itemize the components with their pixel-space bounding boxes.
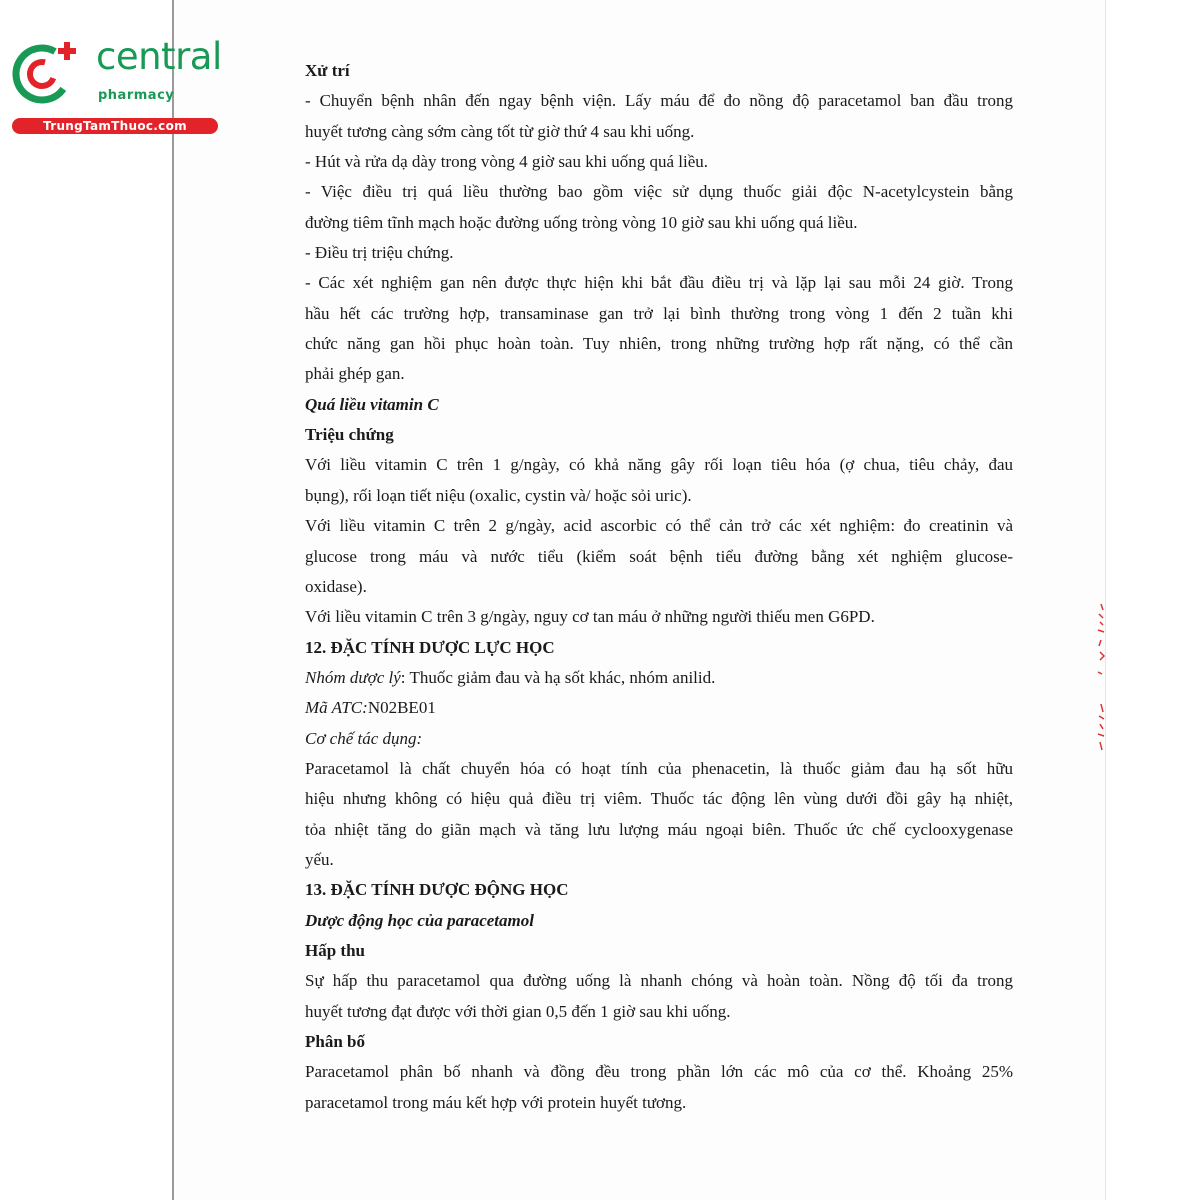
text-line: paracetamol trong máu kết hợp với protein huyết tương. [305,1092,687,1112]
text-line: - Việc điều trị quá liều thường bao gồm việc sử dụng thuốc giải độc N-acetylcystein bằng [305,182,1013,202]
text-line: tỏa nhiệt tăng do giãn mạch và tăng lưu lượng máu ngoại biên. Thuốc ức chế cyclooxygenase [305,819,1013,839]
page-edge-left [172,0,174,1200]
pharmacologic-group-line [305,663,1013,693]
section-title-13: 13. ĐẶC TÍNH DƯỢC ĐỘNG HỌC [305,880,569,900]
mechanism-label: Cơ chế tác dụng: [305,728,423,748]
atc-value: N02BE01 [367,698,436,718]
text-line: - Hút và rửa dạ dày trong vòng 4 giờ sau khi uống quá liều. [305,152,708,172]
section-title-xu-tri: Xử trí [305,61,350,80]
central-pharmacy-logo[interactable] [10,35,222,136]
text-line: - Các xét nghiệm gan nên được thực hiện khi bắt đầu điều trị và lặp lại sau mỗi 24 giờ. Trong [305,273,1013,293]
text-line: Với liều vitamin C trên 1 g/ngày, có khả năng gây rối loạn tiêu hóa (ợ chua, tiêu chảy, đau [305,455,1013,475]
text-line: chức năng gan hồi phục hoàn toàn. Tuy nhiên, trong những trường hợp rất nặng, có thể cần [305,334,1013,354]
brand-name: central [96,35,222,78]
text-line: huyết tương càng sớm càng tốt từ giờ thứ 4 sau khi uống. [305,121,695,141]
text-line: Với liều vitamin C trên 3 g/ngày, nguy cơ tan máu ở những người thiếu men G6PD. [305,607,875,627]
section-title-vitamin-c-overdose: Quá liều vitamin C [305,394,439,414]
text-line: oxidase). [305,576,367,596]
text-line: huyết tương đạt được với thời gian 0,5 đến 1 giờ sau khi uống. [305,1001,731,1021]
text-line: phải ghép gan. [305,364,405,384]
text-line: Sự hấp thu paracetamol qua đường uống là nhanh chóng và hoàn toàn. Nồng độ tối đa trong [305,971,1013,991]
atc-code-line [305,693,1013,723]
text-line: hiệu nhưng không có hiệu quả điều trị viêm. Thuốc tác động lên vùng dưới đồi gây hạ nhiệt, [305,789,1013,809]
red-stamp-marks [1092,600,1110,760]
subsection-title-pk: Dược động học của paracetamol [305,910,534,930]
section-title-trieu-chung: Triệu chứng [305,425,394,445]
text-line: - Điều trị triệu chứng. [305,243,454,263]
subsection-title-hap-thu: Hấp thu [305,940,365,960]
text-line: Với liều vitamin C trên 2 g/ngày, acid ascorbic có thể cản trở các xét nghiệm: đo creatinin và [305,516,1013,536]
document-body [305,56,1013,1118]
atc-label: Mã ATC: [305,698,368,718]
text-line: hầu hết các trường hợp, transaminase gan trở lại bình thường trong vòng 1 đến 2 tuần khi [305,303,1013,323]
text-line: bụng), rối loạn tiết niệu (oxalic, cystin và/ hoặc sỏi uric). [305,485,692,505]
section-title-12: 12. ĐẶC TÍNH DƯỢC LỰC HỌC [305,637,555,657]
text-line: Paracetamol phân bố nhanh và đồng đều trong phần lớn các mô của cơ thể. Khoảng 25% [305,1062,1013,1082]
pharmacy-cross-logo-icon [10,38,90,108]
brand-subtitle: pharmacy [98,88,175,103]
pharmacologic-group-value: : Thuốc giảm đau và hạ sốt khác, nhóm anilid. [400,667,716,687]
text-line: đường tiêm tĩnh mạch hoặc đường uống tròng vòng 10 giờ sau khi uống quá liều. [305,212,858,232]
domain-badge: TrungTamThuoc.com [12,118,218,134]
text-line: - Chuyển bệnh nhân đến ngay bệnh viện. Lấy máu để đo nồng độ paracetamol ban đầu trong [305,91,1013,111]
text-line: Paracetamol là chất chuyển hóa có hoạt tính của phenacetin, là thuốc giảm đau hạ sốt hữu [305,758,1013,778]
text-line: yếu. [305,849,334,869]
pharmacologic-group-label: Nhóm dược lý [305,667,401,687]
subsection-title-phan-bo: Phân bố [305,1032,365,1051]
text-line: glucose trong máu và nước tiểu (kiểm soát bệnh tiểu đường bằng xét nghiệm glucose- [305,546,1013,566]
